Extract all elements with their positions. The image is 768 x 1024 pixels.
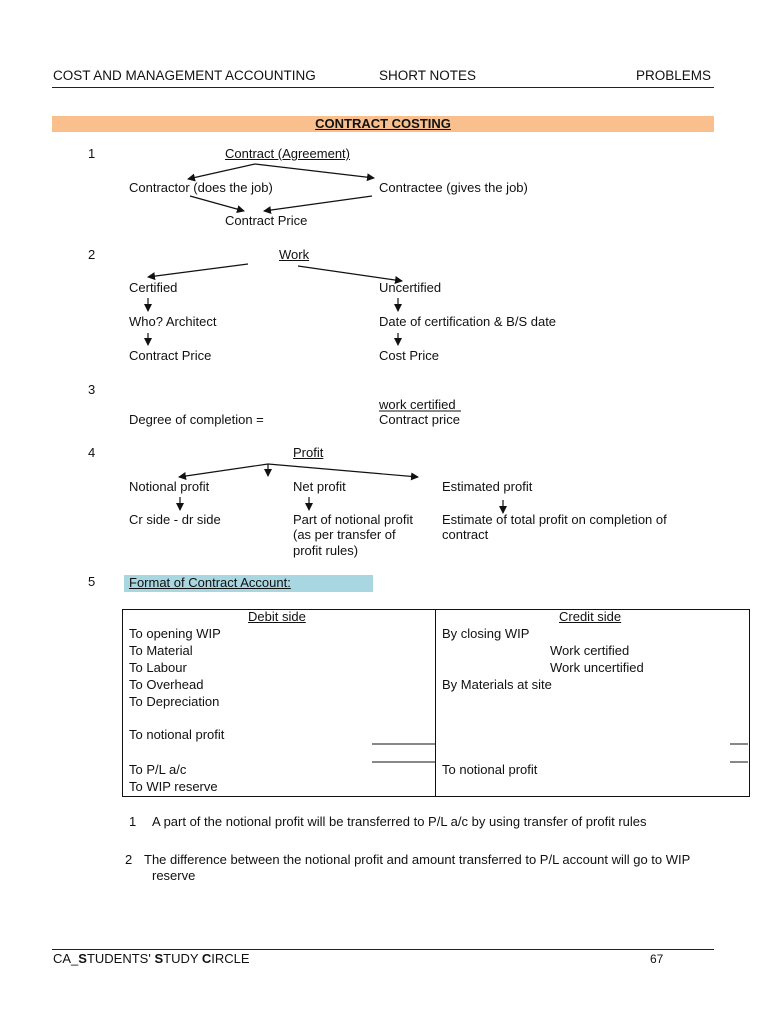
credit-work-certified: Work certified [550,643,630,658]
credit-closing-wip: By closing WIP [442,626,530,641]
arrow-to-contractor [188,164,255,179]
debit-pl-account: To P/L a/c [129,762,187,777]
section-2-number: 2 [88,247,96,262]
debit-item: To Overhead [129,677,204,692]
format-title: Format of Contract Account: [129,575,291,590]
debit-item: To opening WIP [129,626,221,641]
certified-price-label: Contract Price [129,348,212,363]
footer-brand: CA_STUDENTS' STUDY CIRCLE [53,951,250,966]
credit-heading: Credit side [559,609,622,624]
estimated-desc-line-1: Estimate of total profit on completion of [442,512,667,527]
arrow-contractor-price [190,196,244,211]
credit-work-uncertified: Work uncertified [550,660,644,675]
header-subject: COST AND MANAGEMENT ACCOUNTING [53,68,316,83]
credit-notional-profit: To notional profit [442,762,538,777]
work-label: Work [279,247,310,262]
debit-wip-reserve: To WIP reserve [129,779,218,794]
net-desc-line-1: Part of notional profit [293,512,413,527]
cost-price-label: Cost Price [379,348,439,363]
header-problems: PROBLEMS [636,68,712,83]
arrow-to-notional [179,464,268,477]
note-1-text: A part of the notional profit will be transferred to P/L a/c by using transfer of profit rules [152,814,647,829]
section-4-number: 4 [88,445,96,460]
degree-completion-label: Degree of completion = [129,412,264,427]
section-1-number: 1 [88,146,96,161]
profit-label: Profit [293,445,324,460]
arrow-to-certified [148,264,248,277]
note-1-number: 1 [129,814,137,829]
contractee-label: Contractee (gives the job) [379,180,528,195]
header-notes: SHORT NOTES [379,68,477,83]
arrow-to-estimated [268,464,418,477]
notional-desc: Cr side - dr side [129,512,221,527]
net-desc-line-2: (as per transfer of [293,527,396,542]
fraction-denominator: Contract price [379,412,460,427]
page-title: CONTRACT COSTING [315,116,451,131]
debit-item: To Depreciation [129,694,220,709]
arrow-contractee-price [264,196,372,211]
who-architect-label: Who? Architect [129,314,217,329]
debit-item: To Labour [129,660,187,675]
certification-date-label: Date of certification & B/S date [379,314,557,329]
notional-profit-label: Notional profit [129,479,210,494]
certified-label: Certified [129,280,178,295]
note-2-number: 2 [125,852,133,867]
net-profit-label: Net profit [293,479,346,494]
arrow-to-contractee [255,164,374,178]
arrow-to-uncertified [298,266,402,281]
footer-rule [52,949,714,950]
debit-heading: Debit side [248,609,306,624]
contract-agreement-label: Contract (Agreement) [225,146,350,161]
table-divider [435,609,436,796]
note-2-text-line-1: The difference between the notional profit and amount transferred to P/L account will go to WIP [144,852,691,867]
credit-materials-at-site: By Materials at site [442,677,552,692]
contract-price-label: Contract Price [225,213,308,228]
section-5-number: 5 [88,574,96,589]
net-desc-line-3: profit rules) [293,543,359,558]
fraction-numerator: work certified [379,397,456,412]
debit-item: To Material [129,643,193,658]
page-number: 67 [650,952,664,966]
contractor-label: Contractor (does the job) [129,180,273,195]
estimated-profit-label: Estimated profit [442,479,533,494]
note-2-text-line-2: reserve [152,868,196,883]
debit-notional-profit: To notional profit [129,727,225,742]
section-3-number: 3 [88,382,96,397]
uncertified-label: Uncertified [379,280,442,295]
estimated-desc-line-2: contract [442,527,489,542]
